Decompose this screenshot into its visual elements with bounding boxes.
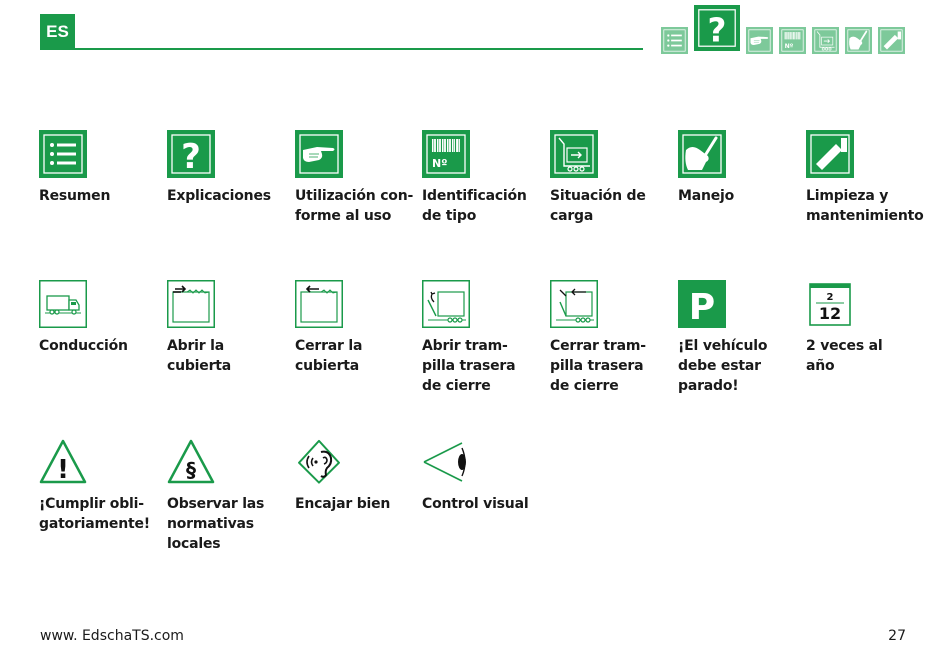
type-plate-icon bbox=[422, 130, 470, 178]
legend-item bbox=[422, 130, 527, 226]
svg-text:§: § bbox=[186, 458, 196, 482]
svg-text:Nº: Nº bbox=[432, 157, 448, 170]
legend-label: Manejo bbox=[678, 188, 735, 204]
svg-text:!: ! bbox=[57, 455, 69, 485]
nav-handling-icon[interactable] bbox=[845, 27, 872, 54]
legend-label: Control visual bbox=[422, 496, 529, 512]
legend-label: Identificación de tipo bbox=[422, 188, 527, 224]
legend-label: 2 veces al año bbox=[806, 338, 883, 374]
legend-label: Conducción bbox=[39, 338, 128, 354]
visual-check-icon bbox=[422, 438, 470, 486]
svg-text:?: ? bbox=[707, 11, 727, 50]
legend-item bbox=[167, 130, 271, 206]
svg-text:P: P bbox=[688, 287, 716, 328]
close-cover-icon bbox=[295, 280, 343, 328]
open-tailgate-icon bbox=[422, 280, 470, 328]
legend-item bbox=[39, 438, 150, 534]
legend-item bbox=[678, 130, 734, 206]
legend-item bbox=[295, 130, 413, 226]
truck-driving-icon bbox=[39, 280, 87, 328]
legend-item bbox=[39, 280, 128, 356]
load-situation-icon bbox=[550, 130, 598, 178]
svg-text:2: 2 bbox=[826, 292, 834, 303]
legend-item bbox=[806, 130, 924, 226]
open-cover-icon bbox=[167, 280, 215, 328]
legend-label: Abrir la cubierta bbox=[167, 338, 232, 374]
legend-item bbox=[295, 438, 390, 514]
parking-icon bbox=[678, 280, 726, 328]
handling-icon bbox=[678, 130, 726, 178]
hearing-icon bbox=[295, 438, 343, 486]
footer-url[interactable]: www. EdschaTS.com bbox=[40, 628, 184, 644]
warning-icon bbox=[39, 438, 87, 486]
legend-item bbox=[422, 280, 515, 396]
close-tailgate-icon bbox=[550, 280, 598, 328]
nav-question-icon[interactable] bbox=[694, 5, 740, 51]
legend-label: Observar las normativas locales bbox=[167, 496, 265, 552]
legend-label: ¡El vehículo debe estar parado! bbox=[678, 338, 768, 394]
calendar-icon bbox=[806, 280, 854, 328]
legend-label: Limpieza y mantenimiento bbox=[806, 188, 924, 224]
svg-text:?: ? bbox=[181, 137, 201, 177]
list-icon bbox=[39, 130, 87, 178]
legend-label: Situación de carga bbox=[550, 188, 646, 224]
nav-pointing-hand-icon[interactable] bbox=[746, 27, 773, 54]
pointing-hand-icon bbox=[295, 130, 343, 178]
legend-label: Resumen bbox=[39, 188, 111, 204]
svg-text:Nº: Nº bbox=[784, 42, 794, 50]
page-number: 27 bbox=[888, 628, 906, 644]
question-icon bbox=[167, 130, 215, 178]
svg-text:12: 12 bbox=[818, 304, 842, 323]
legend-label: Encajar bien bbox=[295, 496, 391, 512]
legend-item bbox=[806, 280, 882, 376]
legend-item bbox=[550, 130, 646, 226]
legend-label: Abrir tram- pilla trasera de cierre bbox=[422, 338, 516, 394]
legend-label: Utilización con- forme al uso bbox=[295, 188, 414, 224]
legend-label: Explicaciones bbox=[167, 188, 271, 204]
nav-load-situation-icon[interactable] bbox=[812, 27, 839, 54]
legend-item bbox=[550, 280, 646, 396]
cleaning-icon bbox=[806, 130, 854, 178]
legend-item bbox=[295, 280, 362, 376]
legend-item bbox=[167, 280, 231, 376]
nav-type-plate-icon[interactable] bbox=[779, 27, 806, 54]
legend-label: Cerrar la cubierta bbox=[295, 338, 363, 374]
legend-item bbox=[678, 280, 767, 396]
header-rule bbox=[40, 48, 643, 50]
nav-cleaning-icon[interactable] bbox=[878, 27, 905, 54]
language-badge: ES bbox=[40, 14, 75, 50]
legend-item bbox=[167, 438, 264, 554]
nav-list-icon[interactable] bbox=[661, 27, 688, 54]
legend-item bbox=[422, 438, 528, 514]
regulations-icon bbox=[167, 438, 215, 486]
legend-item bbox=[39, 130, 110, 206]
legend-label: ¡Cumplir obli- gatoriamente! bbox=[39, 496, 150, 532]
legend-label: Cerrar tram- pilla trasera de cierre bbox=[550, 338, 646, 394]
